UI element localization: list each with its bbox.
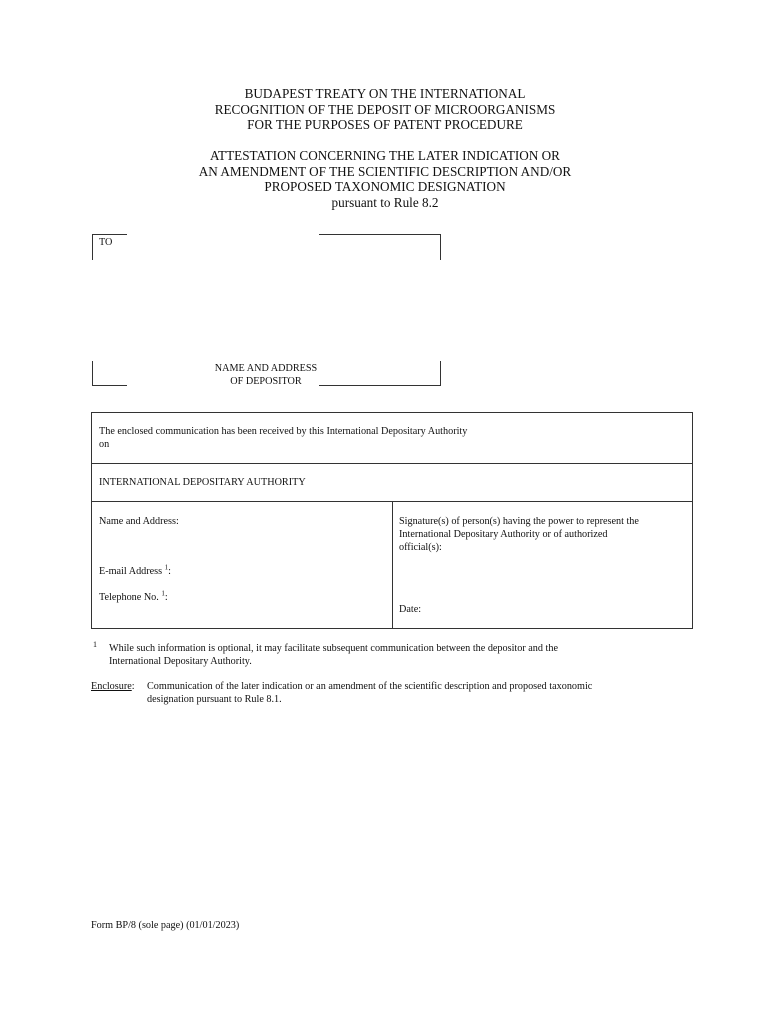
title-line-1: BUDAPEST TREATY ON THE INTERNATIONAL — [244, 86, 526, 101]
enclosure-line-2: designation pursuant to Rule 8.1. — [147, 694, 282, 705]
bracket-bottom-left-v — [92, 361, 93, 386]
depositor-caption — [166, 362, 366, 388]
signature-label — [399, 515, 689, 554]
enclosure-text — [147, 680, 707, 706]
title-line-3: FOR THE PURPOSES OF PATENT PROCEDURE — [247, 117, 523, 132]
telephone-field-label — [99, 591, 168, 604]
page-title — [0, 86, 770, 133]
footnote-line-2: International Depositary Authority. — [109, 656, 252, 667]
subtitle-line-1: ATTESTATION CONCERNING THE LATER INDICATION OR — [210, 148, 560, 163]
enclosure-line-1: Communication of the later indication or an amendment of the scientific description and proposed taxonomic — [147, 681, 593, 692]
footnote-line-1: While such information is optional, it may facilitate subsequent communication between the depositor and the — [109, 643, 558, 654]
form-identifier: Form BP/8 (sole page) (01/01/2023) — [91, 920, 240, 931]
subtitle-line-2: AN AMENDMENT OF THE SCIENTIFIC DESCRIPTION AND/OR — [198, 163, 572, 179]
signature-line-3: official(s): — [399, 542, 442, 553]
email-colon: : — [168, 566, 171, 577]
title-line-2: RECOGNITION OF THE DEPOSIT OF MICROORGANISMS — [214, 101, 556, 117]
signature-line-2: International Depositary Authority or of authorized — [399, 529, 608, 540]
enclosure-label — [91, 680, 135, 693]
bracket-bottom-left-h — [92, 385, 127, 386]
enclosure-colon: : — [131, 681, 135, 692]
bracket-top-left-h — [92, 234, 127, 235]
bracket-bottom-right-v — [440, 361, 441, 386]
subtitle-line-4: pursuant to Rule 8.2 — [331, 194, 439, 210]
footnote-number: 1 — [93, 640, 97, 649]
page-subtitle — [0, 148, 770, 210]
depositor-caption-line-1: NAME AND ADDRESS — [214, 363, 318, 374]
column-divider — [392, 501, 393, 628]
depositor-caption-line-2: OF DEPOSITOR — [230, 376, 302, 387]
received-line-1: The enclosed communication has been received by this International Depositary Authority — [99, 426, 468, 437]
bracket-top-left-v — [92, 234, 93, 260]
received-line-2: on — [99, 439, 110, 450]
name-address-label: Name and Address: — [99, 516, 179, 527]
email-label-text: E-mail Address — [99, 566, 163, 577]
footnote-text — [109, 642, 709, 668]
signature-line-1: Signature(s) of person(s) having the power to represent the — [399, 516, 639, 527]
telephone-colon: : — [164, 592, 168, 603]
date-label: Date: — [399, 604, 422, 615]
enclosure-label-text: Enclosure — [91, 681, 132, 692]
telephone-footnote-ref: 1 — [161, 589, 165, 598]
to-label: TO — [99, 237, 113, 248]
telephone-label-text: Telephone No. — [99, 592, 159, 603]
row-divider-1 — [91, 463, 693, 464]
email-field-label — [99, 565, 171, 578]
received-statement — [99, 425, 684, 451]
bracket-top-right-h — [319, 234, 441, 235]
bracket-top-right-v — [440, 234, 441, 260]
subtitle-line-3: PROPOSED TAXONOMIC DESIGNATION — [264, 179, 506, 194]
ida-label: INTERNATIONAL DEPOSITARY AUTHORITY — [99, 477, 306, 488]
email-footnote-ref: 1 — [164, 563, 169, 572]
